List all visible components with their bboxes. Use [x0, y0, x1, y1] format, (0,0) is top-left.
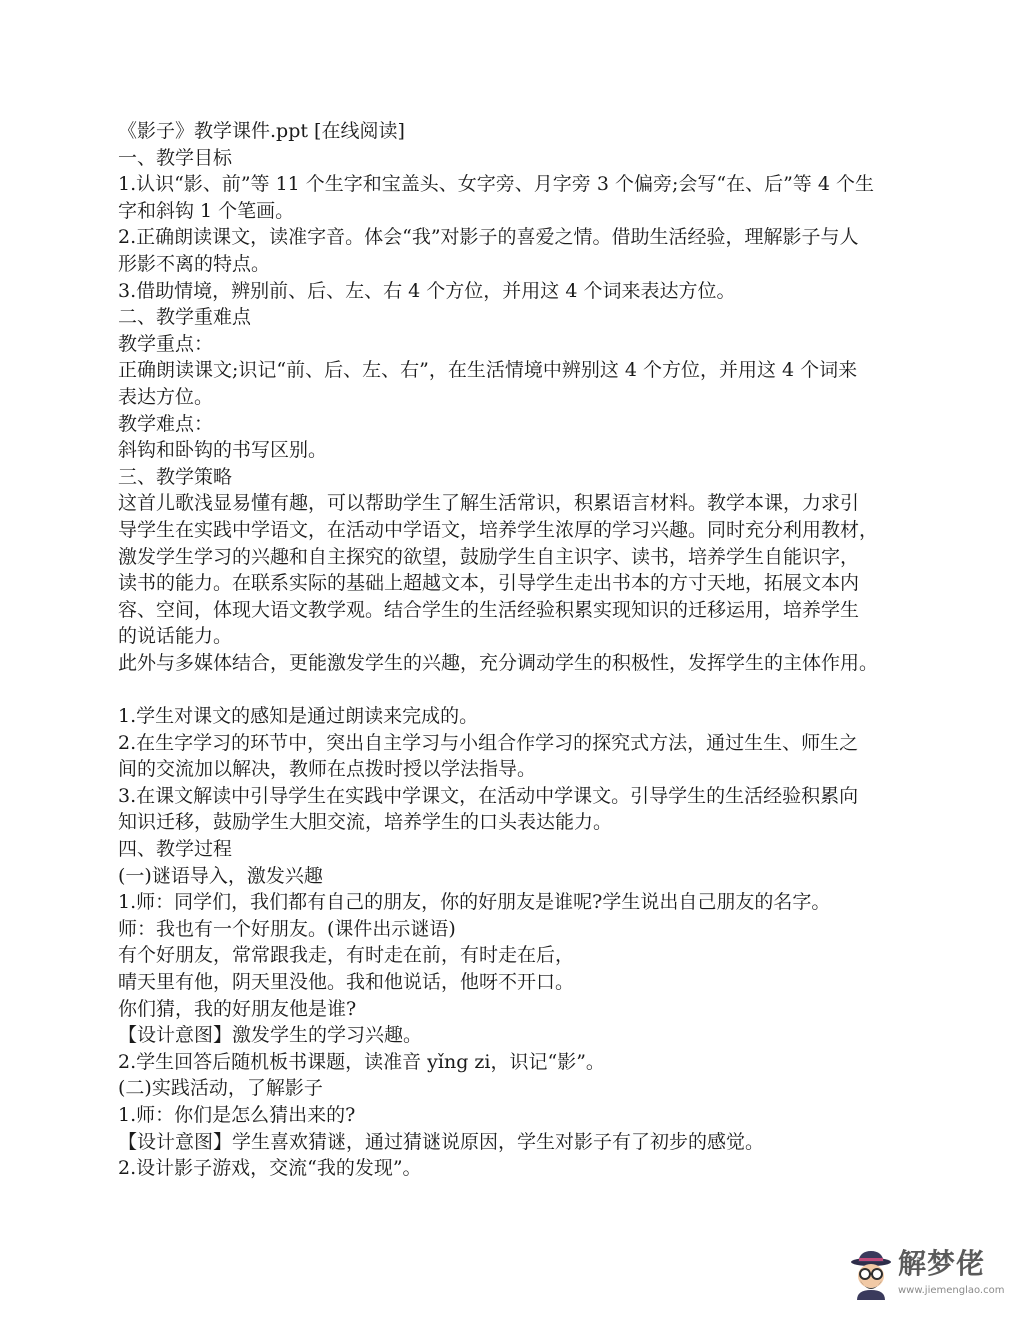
text-line: 字和斜钩 1 个笔画。 [118, 199, 295, 222]
section-heading-objectives: 一、教学目标 [118, 146, 233, 169]
watermark-url: www.jiemenglao.com [898, 1285, 1005, 1296]
section-heading-key-points: 二、教学重难点 [118, 306, 252, 329]
text-line: 1.认识“影、前”等 11 个生字和宝盖头、女字旁、月字旁 3 个偏旁;会写“在、后”等 4 个生 [118, 173, 874, 196]
section-heading-process: 四、教学过程 [118, 838, 233, 861]
text-line: 有个好朋友，常常跟我走，有时走在前，有时走在后， [118, 944, 575, 967]
text-line: 斜钩和卧钩的书写区别。 [118, 439, 328, 462]
text-line: 读书的能力。在联系实际的基础上超越文本，引导学生走出书本的方寸天地，拓展文本内 [118, 572, 860, 595]
text-line: (一)谜语导入，激发兴趣 [118, 864, 323, 887]
site-watermark [848, 1246, 1005, 1306]
text-line: 知识迁移，鼓励学生大胆交流，培养学生的口头表达能力。 [118, 811, 613, 834]
text-line: 形影不离的特点。 [118, 252, 271, 275]
doc-title: 《影子》教学课件.ppt [在线阅读] [118, 120, 405, 142]
text-line: 1.学生对课文的感知是通过朗读来完成的。 [118, 705, 479, 728]
text-line: 1.师：同学们，我们都有自己的朋友，你的好朋友是谁呢?学生说出自己朋友的名字。 [118, 891, 831, 914]
text-line: 正确朗读课文;识记“前、后、左、右”，在生活情境中辨别这 4 个方位，并用这 4 个词来 [118, 359, 858, 382]
text-line: 2.学生回答后随机板书课题，读准音 yǐng zi，识记“影”。 [118, 1050, 605, 1073]
text-line: 1.师：你们是怎么猜出来的? [118, 1103, 356, 1126]
text-line: (二)实践活动，了解影子 [118, 1077, 323, 1100]
text-line: 2.在生字学习的环节中，突出自主学习与小组合作学习的探究式方法，通过生生、师生之 [118, 731, 859, 754]
section-heading-strategy: 三、教学策略 [118, 465, 233, 488]
text-line: 的说话能力。 [118, 625, 233, 648]
text-line: 容、空间，体现大语文教学观。结合学生的生活经验积累实现知识的迁移运用，培养学生 [118, 598, 860, 621]
text-line: 此外与多媒体结合，更能激发学生的兴趣，充分调动学生的积极性，发挥学生的主体作用。 [118, 651, 879, 674]
text-line: 师：我也有一个好朋友。(课件出示谜语) [118, 917, 456, 940]
text-line: 3.在课文解读中引导学生在实践中学课文，在活动中学课文。引导学生的生活经验积累向 [118, 784, 859, 807]
blank-line [118, 676, 918, 703]
text-line: 晴天里有他，阴天里没他。我和他说话，他呀不开口。 [118, 971, 575, 993]
text-line: 【设计意图】激发学生的学习兴趣。 [118, 1024, 423, 1047]
text-line: 【设计意图】学生喜欢猜谜，通过猜谜说原因，学生对影子有了初步的感觉。 [118, 1130, 765, 1153]
text-line: 3.借助情境，辨别前、后、左、右 4 个方位，并用这 4 个词来表达方位。 [118, 279, 736, 302]
text-line: 2.正确朗读课文，读准字音。体会“我”对影子的喜爱之情。借助生活经验，理解影子与人 [118, 226, 859, 249]
text-line: 你们猜，我的好朋友他是谁? [118, 997, 357, 1020]
text-line: 间的交流加以解决，教师在点拨时授以学法指导。 [118, 758, 537, 781]
watermark-title: 解梦佬 [898, 1247, 986, 1280]
text-line: 导学生在实践中学语文，在活动中学语文，培养学生浓厚的学习兴趣。同时充分利用教材， [118, 518, 879, 541]
text-line: 教学难点： [118, 412, 214, 435]
detective-logo-icon [848, 1248, 894, 1300]
text-line: 这首儿歌浅显易懂有趣，可以帮助学生了解生活常识，积累语言材料。教学本课，力求引 [118, 492, 860, 515]
text-line: 教学重点： [118, 332, 214, 355]
text-line: 2.设计影子游戏，交流“我的发现”。 [118, 1157, 422, 1180]
text-line: 表达方位。 [118, 385, 214, 408]
text-line: 激发学生学习的兴趣和自主探究的欲望，鼓励学生自主识字、读书，培养学生自能识字， [118, 545, 860, 568]
document-body [118, 118, 918, 1182]
